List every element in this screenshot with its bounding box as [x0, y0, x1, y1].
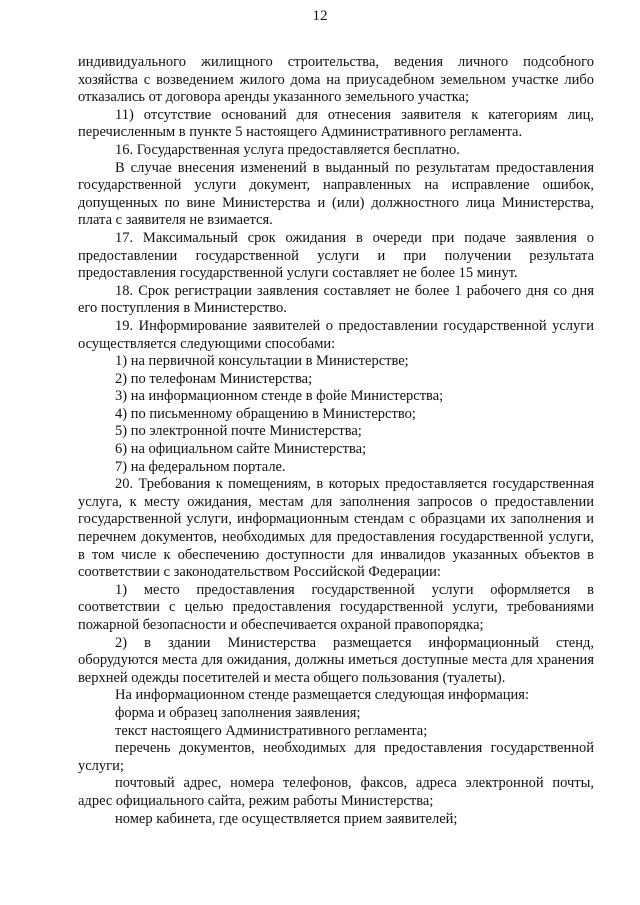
- list-item: 4) по письменному обращению в Министерство;: [115, 405, 416, 422]
- list-item: 1) на первичной консультации в Министерстве;: [115, 353, 409, 370]
- list-item: номер кабинета, где осуществляется прием заявителей;: [115, 810, 458, 827]
- list-item: перечень документов, необходимых для предоставления государственной услуги;: [78, 740, 594, 774]
- list-item: 2) по телефонам Министерства;: [115, 370, 313, 387]
- list-item: 6) на официальном сайте Министерства;: [115, 441, 367, 458]
- paragraph: 19. Информирование заявителей о предоставлении государственной услуги осуществляется следующими способами:: [78, 317, 594, 352]
- document-body: [78, 54, 594, 828]
- paragraph: 1) место предоставления государственной услуги оформляется в соответствии с целью предоставления государственной услуги, требованиями пожарной безопасности и обеспечивается охраной правопорядка;: [78, 581, 594, 633]
- list-item: форма и образец заполнения заявления;: [115, 704, 361, 721]
- page-number: 12: [312, 8, 328, 24]
- paragraph: 17. Максимальный срок ожидания в очереди при подаче заявления о предоставлении государственной услуги и при получении результата предоставления государственной услуги составляет не более 15 минут.: [78, 229, 594, 282]
- paragraph: 16. Государственная услуга предоставляется бесплатно.: [115, 141, 460, 158]
- paragraph: На информационном стенде размещается следующая информация:: [115, 687, 530, 704]
- paragraph: 2) в здании Министерства размещается информационный стенд, оборудуются места для ожидания, должны иметься доступные места для хранения верхней одежды посетителей и места общего пользования (туалеты).: [78, 634, 594, 686]
- list-item: 5) по электронной почте Министерства;: [115, 423, 362, 440]
- list-item: текст настоящего Административного регламента;: [115, 722, 428, 739]
- paragraph: 20. Требования к помещениям, в которых предоставляется государственная услуга, к месту ожидания, местам для заполнения запросов о предоставлении государственной услуги, информационным стендам с образцами их заполнения и перечнем документов, необходимых для предоставления государственной услуги, в том числе к обеспечению доступности для инвалидов указанных объектов в соответствии с законодательством Российской Федерации:: [78, 476, 594, 581]
- paragraph: индивидуального жилищного строительства, ведения личного подсобного хозяйства с возведением жилого дома на приусадебном земельном участке либо отказались от договора аренды указанного земельного участка;: [78, 54, 594, 106]
- list-item: 7) на федеральном портале.: [115, 458, 286, 475]
- list-item: почтовый адрес, номера телефонов, факсов, адреса электронной почты, адрес официального сайта, режим работы Министерства;: [78, 775, 594, 809]
- paragraph: В случае внесения изменений в выданный по результатам предоставления государственной услуги документ, направленных на исправление ошибок, допущенных по вине Министерства и (или) должностного лица Министерства, плата с заявителя не взимается.: [78, 159, 594, 229]
- paragraph: 11) отсутствие оснований для отнесения заявителя к категориям лиц, перечисленным в пункте 5 настоящего Административного регламента.: [78, 106, 594, 141]
- list-item: 3) на информационном стенде в фойе Министерства;: [115, 388, 444, 405]
- paragraph: 18. Срок регистрации заявления составляет не более 1 рабочего дня со дня его поступления в Министерство.: [78, 282, 594, 317]
